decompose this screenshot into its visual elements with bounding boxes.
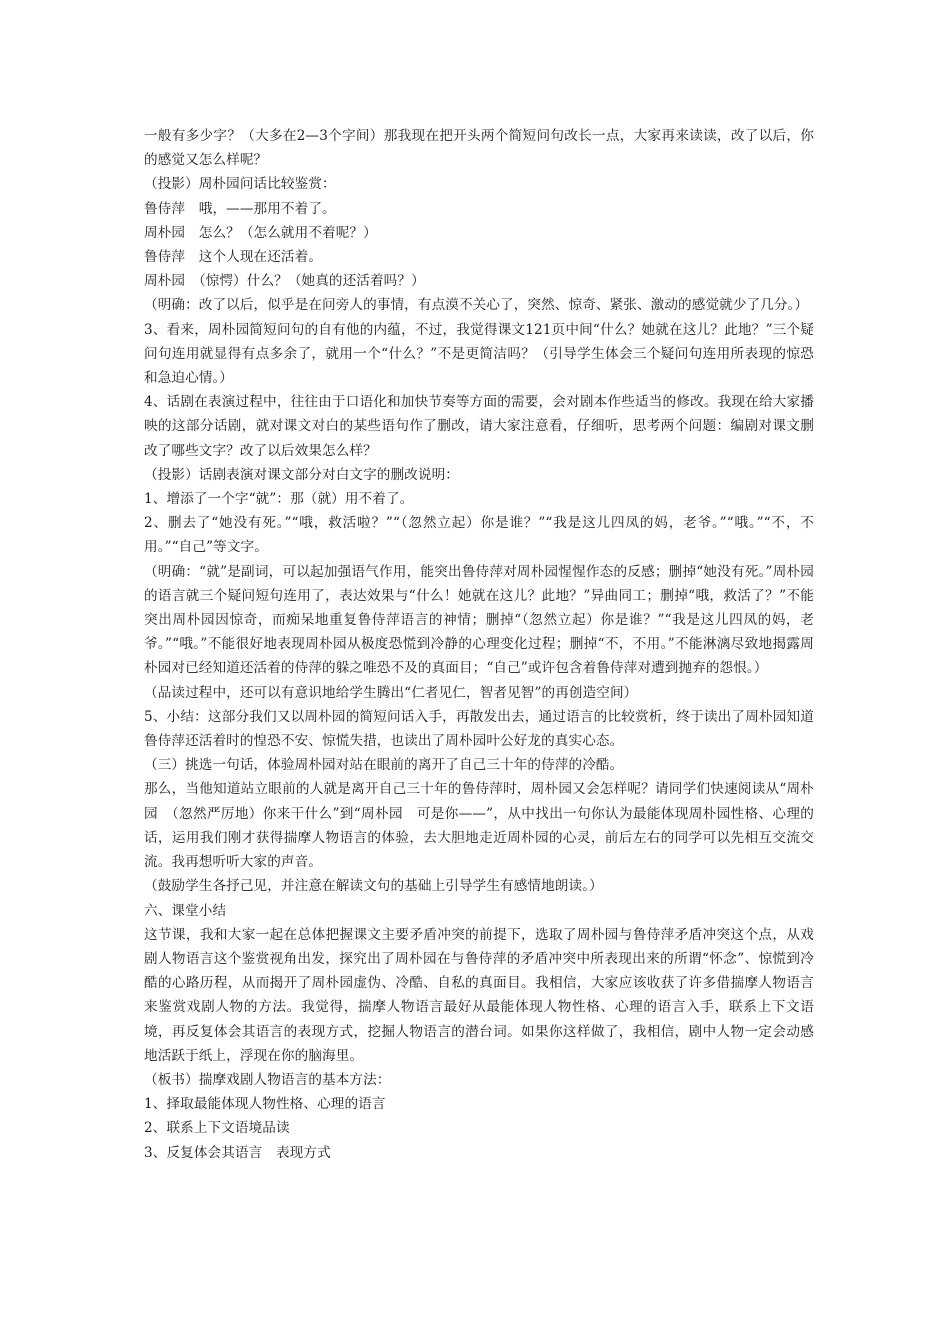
script-line: 周朴园 （惊愕）什么？（她真的还活着吗？） <box>144 273 425 290</box>
paragraph: 5、小结：这部分我们又以周朴园的简短问话入手，再散发出去，通过语言的比较赏析，终于读出了周朴园知道鲁侍萍还活着时的惶恐不安、惊慌失措，也读出了周朴园叶公好龙的真实心态。 <box>144 708 814 750</box>
list-item: 3、反复体会其语言 表现方式 <box>144 1144 331 1161</box>
script-line: 周朴园 怎么？（怎么就用不着呢？） <box>144 224 377 241</box>
paragraph: （鼓励学生各抒己见，并注意在解读文句的基础上引导学生有感情地朗读。） <box>144 878 603 895</box>
paragraph: 一般有多少字？（大多在2—3个字间）那我现在把开头两个简短问句改长一点，大家再来读读，改了以后，你的感觉又怎么样呢？ <box>144 128 814 169</box>
list-item: 2、联系上下文语境品读 <box>144 1120 290 1137</box>
document-body <box>144 124 814 1165</box>
paragraph: （明确：“就”是副词，可以起加强语气作用，能突出鲁侍萍对周朴园惺惺作态的反感；删掉“她没有死。”周朴园的语言就三个疑问短句连用了，表达效果与“什么！她就在这儿？此地？”异曲同工；删掉“哦，救活了？”不能突出周朴园因惊奇，而痴呆地重复鲁侍萍语言的神情；删掉“（忽然立起）你是谁？”“我是这儿四凤的妈，老爷。”“哦。”不能很好地表现周朴园从极度恐慌到冷静的心理变化过程；删掉“不，不用。”不能淋漓尽致地揭露周朴园对已经知道还活着的侍萍的躲之唯恐不及的真面目；“自己”或许包含着鲁侍萍对遭到抛弃的怨恨。） <box>144 563 814 677</box>
paragraph: 那么，当他知道站立眼前的人就是离开自己三十年的鲁侍萍时，周朴园又会怎样呢？请同学们快速阅读从“周朴园 （忽然严厉地）你来干什么”到“周朴园 可是你——”，从中找出一句你认为最能体现周朴园性格、心理的话，运用我们刚才获得揣摩人物语言的体验，去大胆地走近周朴园的心灵，前后左右的同学可以先相互交流交流。我再想听听大家的声音。 <box>144 781 814 871</box>
section-heading: （三）挑选一句话，体验周朴园对站在眼前的离开了自己三十年的侍萍的冷酷。 <box>144 757 624 774</box>
paragraph: （品读过程中，还可以有意识地给学生腾出“仁者见仁，智者见智”的再创造空间） <box>144 684 638 701</box>
paragraph: （板书）揣摩戏剧人物语言的基本方法： <box>144 1071 391 1088</box>
paragraph: （投影）周朴园问话比较鉴赏： <box>144 176 336 193</box>
list-item: 1、增添了一个字“就”：那（就）用不着了。 <box>144 491 414 508</box>
list-item: 2、删去了“她没有死。”“哦，救活啦？”“（忽然立起）你是谁？”“我是这儿四凤的妈，老爷。”“哦。”“不，不用。”“自己”等文字。 <box>144 515 814 556</box>
script-line: 鲁侍萍 哦，——那用不着了。 <box>144 200 336 217</box>
list-item: 1、择取最能体现人物性格、心理的语言 <box>144 1096 386 1113</box>
paragraph: （明确：改了以后，似乎是在问旁人的事情，有点漠不关心了，突然、惊奇、紧张、激动的感觉就少了几分。） <box>144 297 809 314</box>
script-line: 鲁侍萍 这个人现在还活着。 <box>144 249 323 266</box>
paragraph: （投影）话剧表演对课文部分对白文字的删改说明： <box>144 466 459 483</box>
paragraph: 4、话剧在表演过程中，往往由于口语化和加快节奏等方面的需要，会对剧本作些适当的修改。我现在给大家播映的这部分话剧，就对课文对白的某些语句作了删改，请大家注意看，仔细听，思考两个问题：编剧对课文删改了哪些文字？改了以后效果怎么样？ <box>144 394 814 459</box>
paragraph: 3、看来，周朴园简短问句的自有他的内蕴，不过，我觉得课文121页中间“什么？她就在这儿？此地？”三个疑问句连用就显得有点多余了，就用一个“什么？”不是更简洁吗？（引导学生体会三个疑问句连用所表现的惊恐和急迫心情。） <box>144 321 814 387</box>
section-heading: 六、课堂小结 <box>144 902 227 919</box>
paragraph: 这节课，我和大家一起在总体把握课文主要矛盾冲突的前提下，选取了周朴园与鲁侍萍矛盾冲突这个点，从戏剧人物语言这个鉴赏视角出发，探究出了周朴园在与鲁侍萍的矛盾冲突中所表现出来的所谓“怀念”、惊慌到冷酷的心路历程，从而揭开了周朴园虚伪、冷酷、自私的真面目。我相信，大家应该收获了许多借揣摩人物语言来鉴赏戏剧人物的方法。我觉得，揣摩人物语言最好从最能体现人物性格、心理的语言入手，联系上下文语境，再反复体会其语言的表现方式，挖掘人物语言的潜台词。如果你这样做了，我相信，剧中人物一定会动感地活跃于纸上，浮现在你的脑海里。 <box>144 926 814 1064</box>
